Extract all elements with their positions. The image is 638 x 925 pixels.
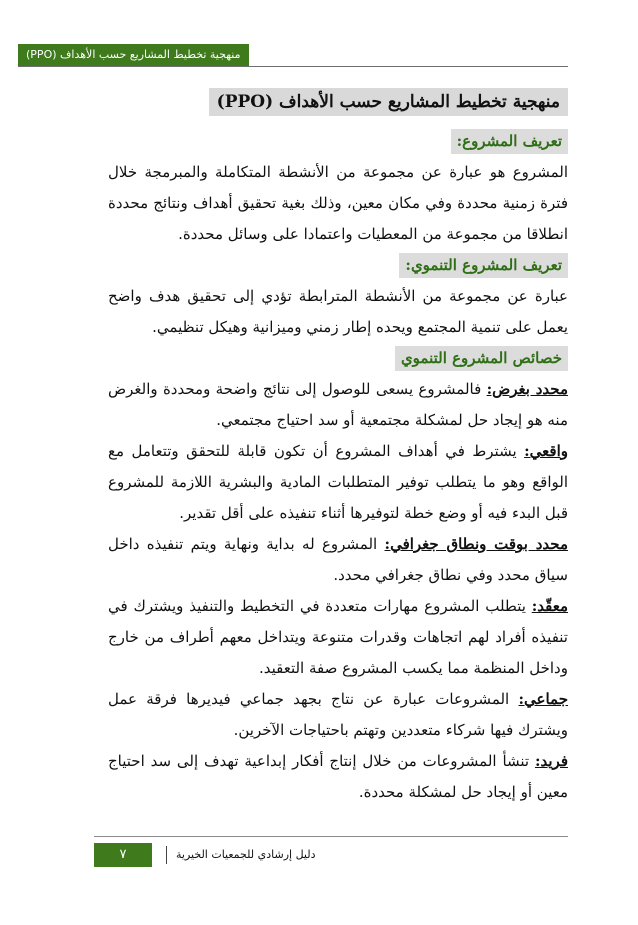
- feature-text: فالمشروع يسعى للوصول إلى نتائج واضحة ومحددة والغرض منه هو إيجاد حل لمشكلة مجتمعية أو سد احتياج مجتمعي.: [108, 380, 568, 429]
- page-number: ٧: [94, 843, 152, 867]
- feature-term: واقعي:: [524, 442, 568, 460]
- section-heading: تعريف المشروع:: [451, 129, 568, 154]
- section-paragraph: عبارة عن مجموعة من الأنشطة المترابطة تؤدي إلى تحقيق هدف واضح يعمل على تنمية المجتمع ويحده إطار زمني وميزانية وهيكل تنظيمي.: [108, 287, 568, 336]
- feature-text: تنشأ المشروعات من خلال إنتاج أفكار إبداعية تهدف إلى سد احتياج معين أو إيجاد حل لمشكلة محددة.: [108, 752, 568, 801]
- feature-term: معقّد:: [531, 597, 568, 615]
- feature-term: محدد بغرض:: [486, 380, 568, 398]
- feature-term: محدد بوقت ونطاق جغرافي:: [384, 535, 568, 553]
- feature-term: فريد:: [534, 752, 568, 770]
- section-project-definition: [108, 126, 568, 250]
- section-heading: تعريف المشروع التنموي:: [399, 253, 568, 278]
- feature-item: [108, 436, 568, 529]
- feature-item: [108, 684, 568, 746]
- feature-item: [108, 746, 568, 808]
- header-divider: [18, 66, 568, 67]
- feature-text: المشروعات عبارة عن نتاج بجهد جماعي فيديرها فرقة عمل ويشترك فيها شركاء متعددين وتهتم باحتياجات الآخرين.: [108, 690, 568, 739]
- feature-item: [108, 591, 568, 684]
- features-heading: خصائص المشروع التنموي: [395, 346, 568, 371]
- section-paragraph: المشروع هو عبارة عن مجموعة من الأنشطة المتكاملة والمبرمجة خلال فترة زمنية محددة وفي مكان معين، وذلك بغية تحقيق أهداف ونتائج محددة انطلاقا من مجموعة من المعطيات واعتمادا على وسائل محددة.: [108, 163, 568, 243]
- footer-divider: [94, 836, 568, 837]
- footer-separator: [166, 846, 167, 864]
- feature-item: [108, 374, 568, 436]
- section-development-project-definition: [108, 250, 568, 343]
- feature-text: المشروع له بداية ونهاية ويتم تنفيذه داخل سياق محدد وفي نطاق جغرافي محدد.: [108, 535, 568, 584]
- section-features: [108, 343, 568, 808]
- page-title: منهجية تخطيط المشاريع حسب الأهداف (PPO): [209, 88, 568, 116]
- feature-text: يتطلب المشروع مهارات متعددة في التخطيط والتنفيذ ويشترك في تنفيذه أفراد لهم اتجاهات وقدرات متنوعة ويتداخل معهم أطراف من خارج وداخل المنظمة مما يكسب المشروع صفة التعقيد.: [108, 597, 568, 677]
- footer-book-title: دليل إرشادي للجمعيات الخيرية: [176, 848, 316, 861]
- page-body: [108, 126, 568, 808]
- feature-term: جماعي:: [518, 690, 568, 708]
- running-header: منهجية تخطيط المشاريع حسب الأهداف (PPO): [18, 44, 249, 66]
- feature-item: [108, 529, 568, 591]
- feature-text: يشترط في أهداف المشروع أن تكون قابلة للتحقق وتتعامل مع الواقع وهو ما يتطلب توفير المتطلبات المادية والبشرية اللازمة للمشروع قبل البدء فيه أو وضع خطة لتوفيرها أثناء تنفيذه على أقل تقدير.: [108, 442, 568, 522]
